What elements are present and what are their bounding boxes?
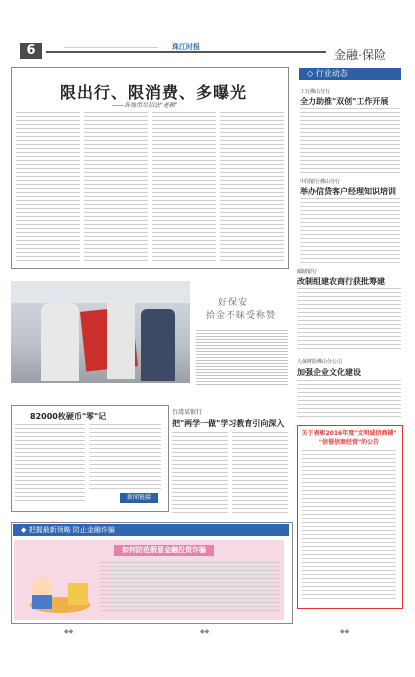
banner-title: 如何防范假冒金融投资诈骗 [114, 545, 214, 556]
main-subheadline: ——各地用尽招法"老赖" [112, 102, 178, 109]
header-date-strip [64, 47, 158, 51]
photo-caption-text [196, 330, 288, 386]
news-body [300, 108, 400, 174]
photo-caption-subtitle: 拾金不昧受称赞 [206, 310, 277, 320]
news-body [300, 198, 400, 266]
news-headline: 举办信贷客户经理知识培训 [300, 187, 396, 196]
footer-ornament-icon: ◆◆ [200, 628, 210, 635]
main-headline: 限出行、限消费、多曝光 [60, 85, 248, 102]
news-body [297, 288, 401, 350]
article-column [84, 112, 148, 262]
small-article-headline: 82000枚硬币"零"记 [30, 412, 107, 421]
news-link-tag: 新闻链接 [120, 493, 158, 503]
news-kicker: 中国银行佛山分行 [300, 179, 341, 185]
article-column [172, 432, 228, 516]
banner-header: ◆ 把握最新领略 防止金融诈骗 [13, 524, 289, 536]
news-headline: 全力助推"双创"工作开展 [300, 97, 389, 106]
notice-body [302, 450, 396, 600]
article-column [232, 432, 288, 516]
middle-article-kicker: 台湾某银行 [172, 409, 203, 416]
news-kicker: 人保财险佛山分公司 [297, 359, 343, 365]
photo-caption-title: 好保安 [218, 297, 249, 307]
news-headline: 改制组建农商行获批筹建 [297, 277, 385, 286]
news-headline: 加强企业文化建设 [297, 368, 361, 377]
footer-ornament-icon: ◆◆ [64, 628, 74, 635]
cartoon-illustration [20, 565, 95, 615]
notice-title-line1: 关于表彰2016年度"文明诚信商铺" [301, 430, 397, 437]
news-body [297, 380, 401, 420]
masthead-logo: 珠江时报 [172, 43, 200, 51]
article-column [15, 424, 85, 504]
news-kicker: 邮储银行 [297, 269, 318, 275]
middle-article-headline: 把"两学一做"学习教育引向深入 [172, 419, 285, 428]
industry-news-header: ◇ 行业动态 [299, 68, 401, 80]
news-kicker: 工行佛山分行 [300, 89, 331, 95]
section-title: 金融·保险 [334, 48, 386, 62]
news-photo [11, 281, 190, 383]
article-column [16, 112, 80, 262]
footer-ornament-icon: ◆◆ [340, 628, 350, 635]
article-column [89, 424, 161, 490]
article-column [152, 112, 216, 262]
notice-title-line2: "信誉信商经营"的公告 [318, 439, 380, 446]
article-column [220, 112, 284, 262]
page-number: 6 [20, 43, 42, 59]
banner-text [100, 562, 280, 614]
